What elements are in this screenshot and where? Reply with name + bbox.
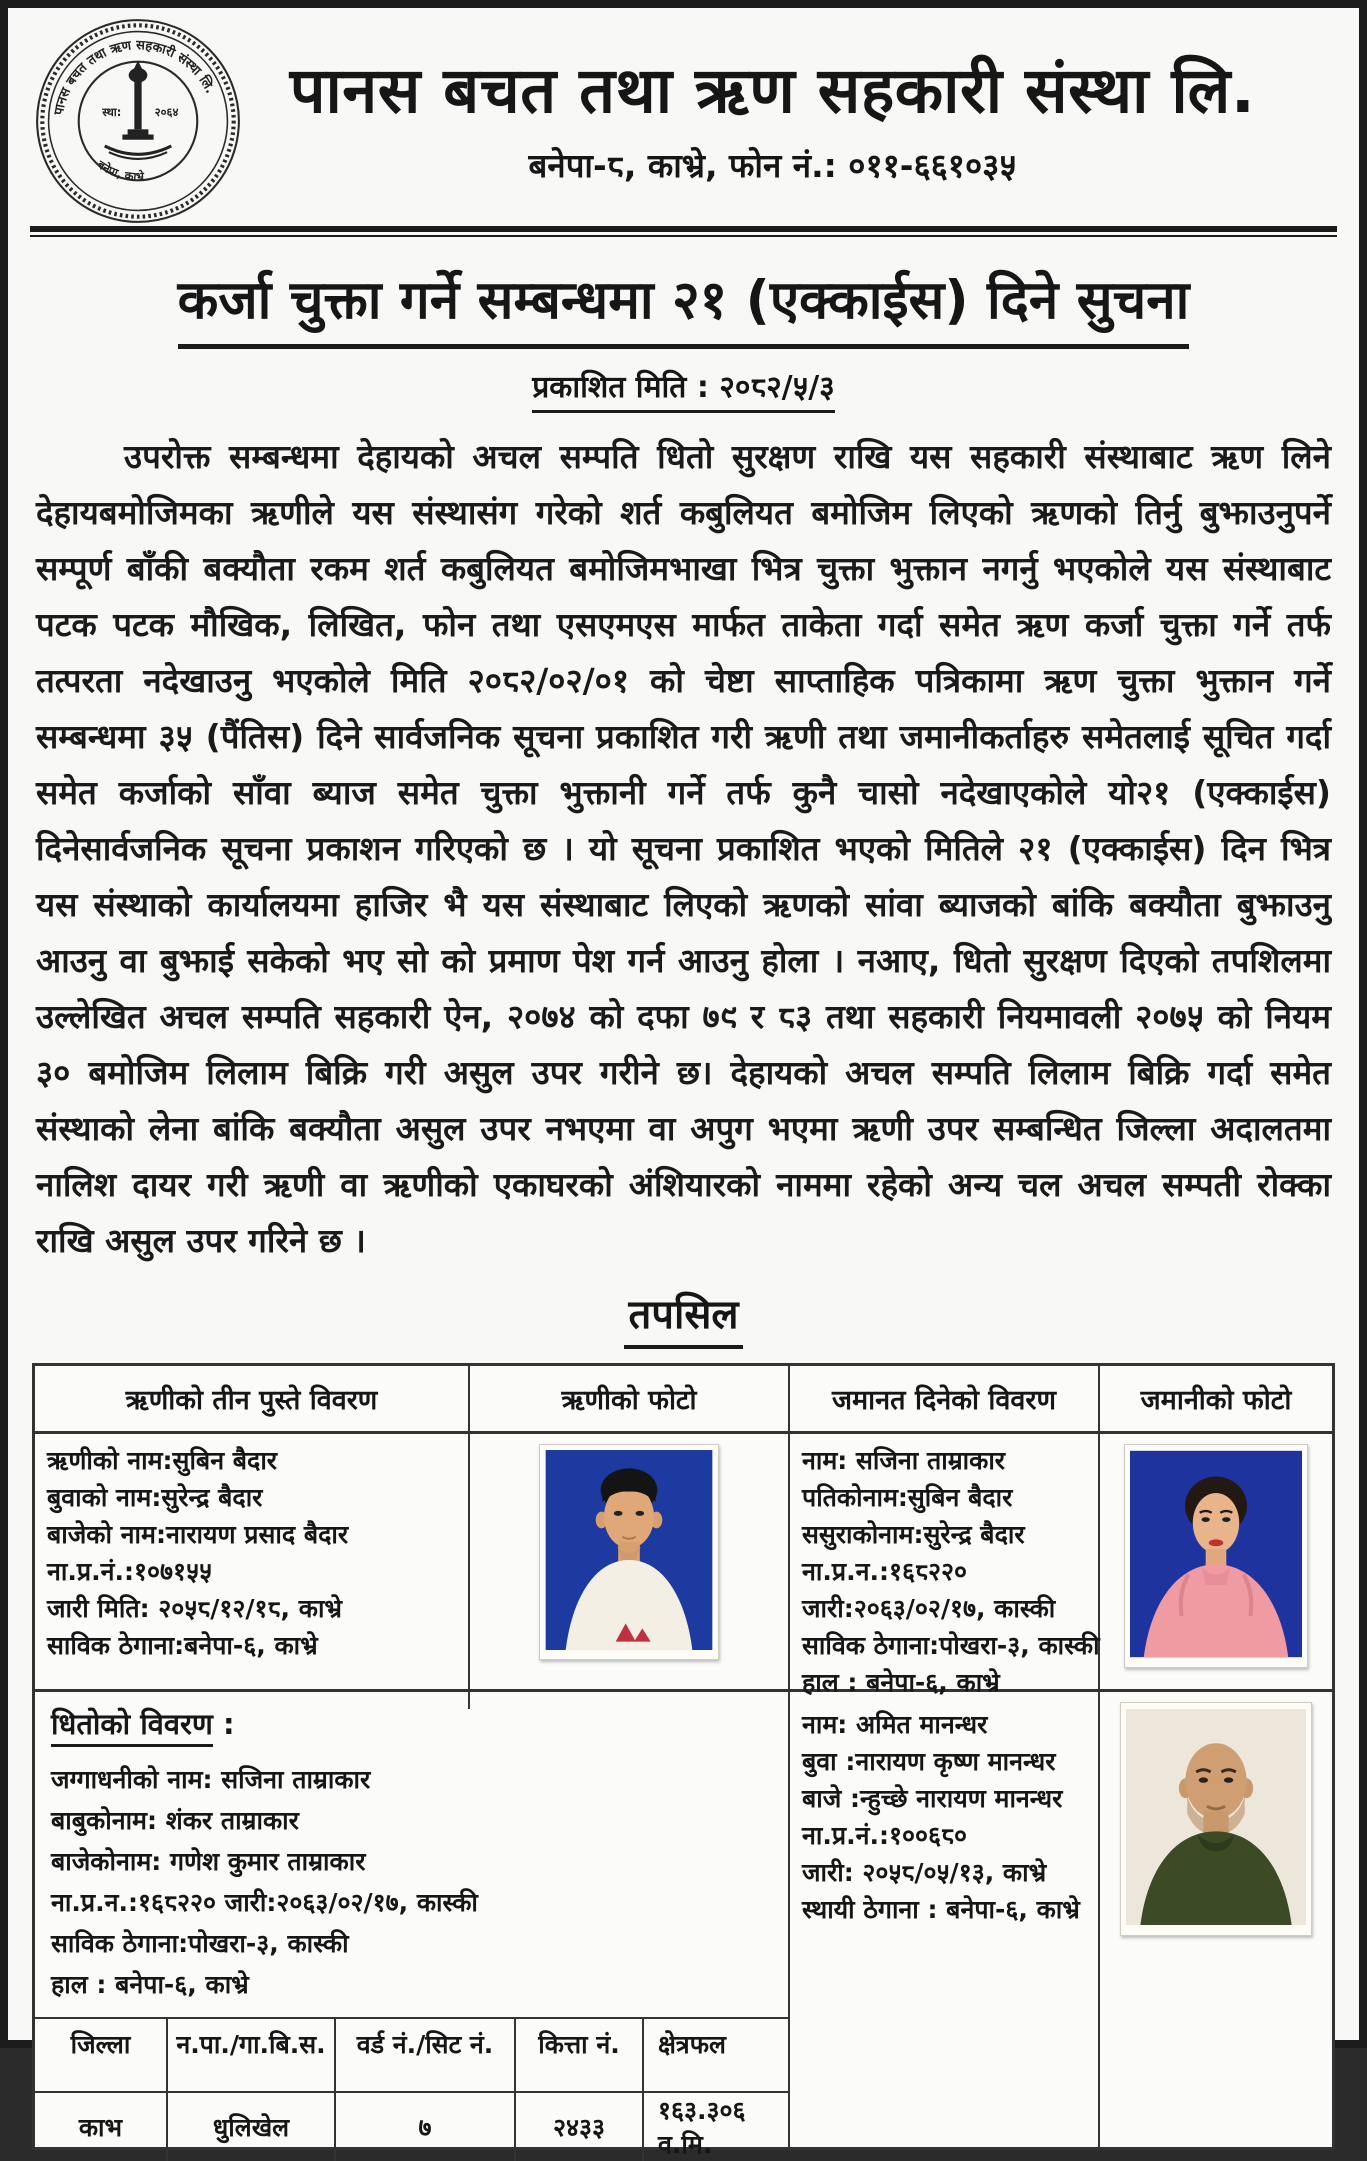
guarantor1-current-address: हाल : बनेपा-६, काभ्रे (802, 1668, 1000, 1697)
guarantor1-former-address: साविक ठेगाना:पोखरा-३, कास्की (802, 1631, 1100, 1660)
borrower-grandfather-name: बाजेको नाम:नारायण प्रसाद बैदार (47, 1520, 349, 1549)
notice-body: उपरोक्त सम्बन्धमा देहायको अचल सम्पति धितो सुरक्षण राखि यस सहकारी संस्थाबाट ऋण लिने देहायबमोजिमका ऋणीले यस संस्थासंग गरेको शर्त कबुलियत बमोजिम लिएको ऋणको तिर्नु बुझाउनुपर्ने सम्पूर्ण बाँकी बक्यौता रकम शर्त कबुलियत बमोजिमभाखा भित्र चुक्ता भुक्तान नगर्नु भएकोले यस संस्थाबाट पटक पटक मौखिक, लिखित, फोन तथा एसएमएस मार्फत ताकेता गर्दा समेत ऋण कर्जा चुक्ता गर्ने तर्फ तत्परता नदेखाउनु भएकोले मिति २०८२/०२/०१ को चेष्टा साप्ताहिक पत्रिकामा ऋण चुक्ता भुक्तान गर्ने सम्बन्धमा ३५ (पैंतिस) दिने सार्वजनिक सूचना प्रकाशित गरी ऋणी तथा जमानीकर्ताहरु समेतलाई सूचित गर्दा समेत कर्जाको साँवा ब्याज समेत चुक्ता भुक्तानी गर्ने तर्फ कुनै चासो नदेखाएकोले यो२१ (एक्काईस) दिनेसार्वजनिक सूचना प्रकाशन गरिएको छ । यो सूचना प्रकाशित भएको मितिले २१ (एक्काईस) दिन भित्र यस संस्थाको कार्यालयमा हाजिर भै यस संस्थाबाट लिएको ऋणको सांवा ब्याजको बांकि बक्यौता बुझाउनु आउनु वा बुझाई सकेको भए सो को प्रमाण पेश गर्न आउनु होला । नआए, धितो सुरक्षण दिएको तपशिलमा उल्लेखित अचल सम्पति सहकारी ऐन, २०७४ को दफा ७९ र ८३ तथा सहकारी नियमावली २०७५ को नियम ३० बमोजिम लिलाम बिक्रि गरी असुल उपर गरीने छ। देहायको अचल सम्पति लिलाम बिक्रि गर्दा समेत संस्थाको लेना बांकि बक्यौता असुल उपर नभएमा वा अपुग भएमा ऋणी उपर सम्बन्धित जिल्ला अदालतमा नालिश दायर गरी ऋणी वा ऋणीको एकाघरको अंशियारको नाममा रहेको अन्य चल अचल सम्पती रोक्का राखि असुल उपर गरिने छ । (36, 437, 1331, 1260)
guarantor2-photo-cell (1100, 1692, 1332, 2147)
guarantor1-issue-date: जारी:२०६३/०२/१७, कास्की (802, 1594, 1056, 1623)
borrower-portrait-photo (545, 1450, 713, 1650)
borrower-photo-cell (470, 1434, 790, 1709)
mortgage-heading-colon: : (212, 1707, 235, 1741)
guarantor2-permanent-address: स्थायी ठेगाना : बनेपा-६, काभ्रे (802, 1895, 1080, 1924)
guarantor2-father-name: बुवा :नारायण कृष्ण मानन्धर (802, 1747, 1056, 1776)
guarantor2-name: नाम: अमित मानन्धर (802, 1710, 988, 1739)
land-col-ward: वर्ड नं./सिट नं. (336, 2019, 516, 2091)
notice-title (36, 261, 1331, 349)
guarantor2-grandfather-name: बाजे :न्हुच्छे नारायण मानन्धर (802, 1784, 1063, 1813)
land-municipality-value: धुलिखेल (168, 2093, 336, 2161)
land-ward-value: ७ (336, 2093, 516, 2161)
landowner-citizenship-no: ना.प्र.न.:१६८२२० जारी:२०६३/०२/१७, कास्की (51, 1888, 478, 1917)
guarantor1-photo (1124, 1444, 1308, 1668)
notice-title-text: कर्जा चुक्ता गर्ने सम्बन्धमा २१ (एक्काईस) दिने सुचना (178, 261, 1190, 349)
tapasil-heading (30, 1285, 1337, 1349)
borrower-father-name: बुवाको नाम:सुरेन्द्र बैदार (47, 1483, 263, 1512)
tapasil-heading-text: तपसिल (624, 1285, 742, 1349)
landowner-father-name: बाबुकोनाम: शंकर ताम्राकार (51, 1806, 299, 1835)
details-table (32, 1363, 1335, 2159)
masthead (30, 8, 1337, 226)
guarantor2-issue-date: जारी: २०५८/०५/१३, काभ्रे (802, 1858, 1047, 1887)
guarantor2-portrait-photo (1126, 1708, 1306, 1926)
guarantor1-name: नाम: सजिना ताम्राकार (802, 1446, 1006, 1475)
borrower-name: ऋणीको नाम:सुबिन बैदार (47, 1446, 278, 1475)
seal-ring-text: पानस बचत तथा ऋण सहकारी संस्था लि. (51, 38, 218, 117)
borrower-photo (539, 1444, 719, 1660)
guarantor2-citizenship-no: ना.प्र.नं.:१००६८० (802, 1821, 967, 1850)
land-plot-value: २४३३ (516, 2093, 644, 2161)
guarantor2-photo (1120, 1702, 1312, 1936)
land-area-value: १६३.३०६ व.मि. (658, 2096, 746, 2159)
land-details-table (35, 2017, 788, 2159)
published-date-text: प्रकाशित मिति : २०८२/५/३ (532, 365, 835, 413)
col-header-borrower-details: ऋणीको तीन पुस्ते विवरण (35, 1366, 470, 1431)
guarantor1-fatherinlaw-name: ससुराकोनाम:सुरेन्द्र बैदार (802, 1520, 1025, 1549)
header-divider-thin (30, 235, 1337, 237)
guarantor1-husband-name: पतिकोनाम:सुबिन बैदार (802, 1483, 1013, 1512)
borrower-details-cell (35, 1434, 470, 1709)
guarantor1-citizenship-no: ना.प्र.न.:१६८२२० (802, 1557, 967, 1586)
landowner-current-address: हाल : बनेपा-६, काभ्रे (51, 1970, 249, 1999)
cooperative-seal-icon (34, 17, 242, 225)
mortgage-heading-text: धितोको विवरण (51, 1707, 213, 1747)
seal-est-label: स्था: (102, 104, 122, 119)
borrower-issue-date: जारी मिति: २०५८/१२/१८, काभ्रे (47, 1594, 342, 1623)
landowner-grandfather-name: बाजेकोनाम: गणेश कुमार ताम्राकार (51, 1847, 366, 1876)
col-header-guarantor-details: जमानत दिनेको विवरण (790, 1366, 1100, 1431)
land-col-area: क्षेत्रफल (658, 2030, 726, 2059)
seal-est-year: २०६४ (154, 104, 179, 119)
published-date (30, 365, 1337, 413)
land-table-data-row (35, 2093, 788, 2159)
mortgage-heading (51, 1704, 772, 1743)
table-row (35, 1434, 1332, 1697)
land-col-municipality: न.पा./गा.बि.स. (168, 2019, 336, 2091)
org-address: बनेपा-८, काभ्रे, फोन नं.: ०११-६६१०३५ (528, 145, 1017, 185)
mortgage-section-cell (35, 1692, 790, 2159)
land-col-plot: कित्ता नं. (516, 2019, 644, 2091)
land-table-header-row (35, 2019, 788, 2093)
seal-bottom-text: बनेपा, काभ्रे (94, 157, 145, 184)
guarantor2-details-cell (790, 1692, 1100, 2147)
borrower-address: साविक ठेगाना:बनेपा-६, काभ्रे (47, 1631, 318, 1660)
landowner-name: जग्गाधनीको नाम: सजिना ताम्राकार (51, 1765, 371, 1794)
col-header-guarantor-photo: जमानीको फोटो (1140, 1385, 1292, 1416)
land-district-value: काभ (35, 2093, 168, 2161)
guarantor1-portrait-photo (1130, 1450, 1302, 1658)
details-table-header-row (35, 1366, 1332, 1434)
guarantor1-photo-cell (1100, 1434, 1332, 1709)
landowner-former-address: साविक ठेगाना:पोखरा-३, कास्की (51, 1929, 349, 1958)
guarantor1-details-cell (790, 1434, 1100, 1709)
col-header-borrower-photo: ऋणीको फोटो (470, 1366, 790, 1431)
table-row (35, 1692, 1332, 2159)
land-col-district: जिल्ला (35, 2019, 168, 2091)
org-name: पानस बचत तथा ऋण सहकारी संस्था लि. (289, 54, 1256, 128)
header-divider (30, 226, 1337, 232)
borrower-citizenship-no: ना.प्र.नं.:१०७१५५ (47, 1557, 212, 1586)
